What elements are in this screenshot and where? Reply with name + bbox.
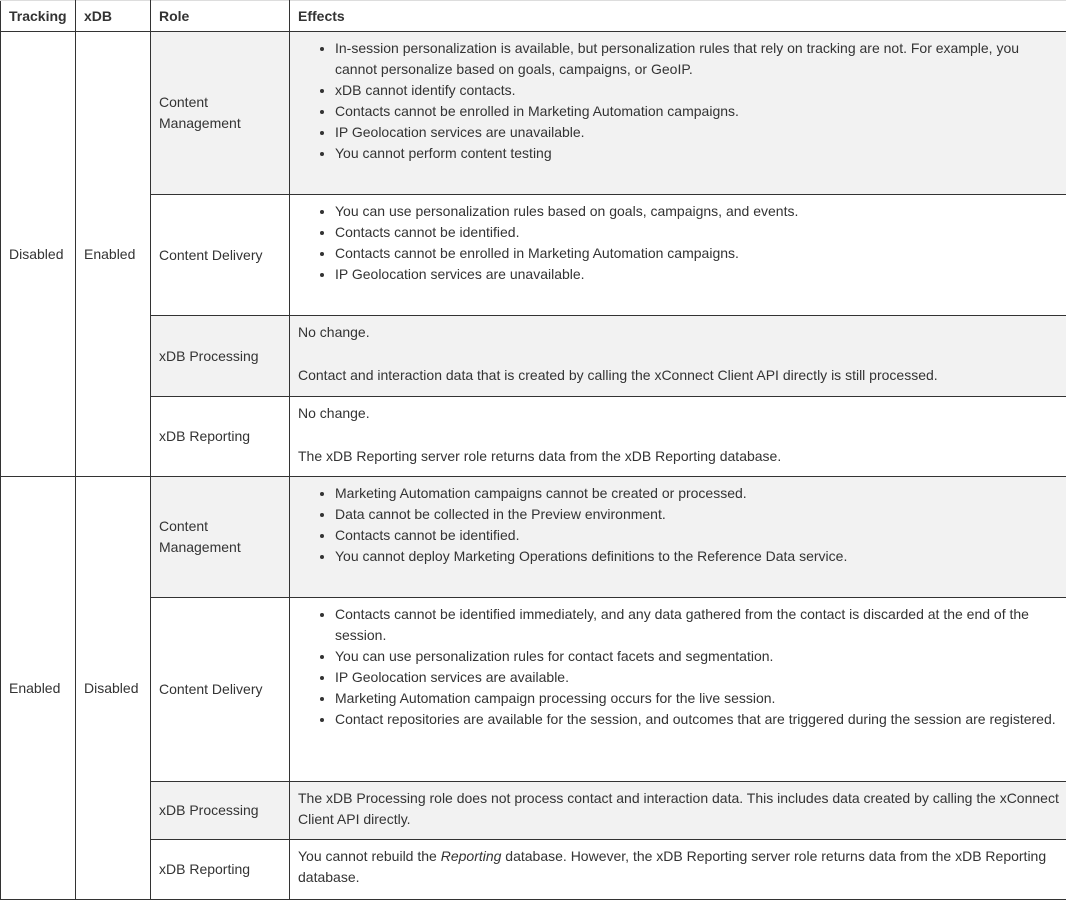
role-cell: Content Management xyxy=(151,32,290,195)
effects-cell xyxy=(290,32,1066,195)
effects-cell xyxy=(290,477,1066,598)
effects-cell xyxy=(290,598,1066,782)
role-cell: xDB Reporting xyxy=(151,840,290,900)
reporting-note-after: database. However, the xDB Reporting server role returns data from the xDB Reporting database. xyxy=(298,848,1046,885)
effect-item: • You cannot perform content testing xyxy=(335,143,1060,164)
header-xdb: xDB xyxy=(76,1,151,32)
effect-item: • IP Geolocation services are available. xyxy=(335,667,1060,688)
effect-paragraph: No change. xyxy=(298,322,1060,343)
table-row xyxy=(1,598,1066,782)
effects-list xyxy=(298,604,1060,730)
header-effects: Effects xyxy=(290,1,1066,32)
table-row xyxy=(1,397,1066,477)
effect-item: • Data cannot be collected in the Preview environment. xyxy=(335,504,1060,525)
tracking-status-cell: Enabled xyxy=(1,477,76,900)
role-cell: Content Management xyxy=(151,477,290,598)
effects-cell xyxy=(290,840,1066,900)
reporting-note-before: You cannot rebuild the xyxy=(298,848,441,864)
effect-item: • In-session personalization is available, but personalization rules that rely on tracking are not. For example, you cannot personalize based on goals, campaigns, or GeoIP. xyxy=(335,38,1060,80)
effect-item: • Contacts cannot be enrolled in Marketing Automation campaigns. xyxy=(335,243,1060,264)
effect-item: • IP Geolocation services are unavailable. xyxy=(335,122,1060,143)
table-row xyxy=(1,316,1066,397)
xdb-status-cell: Enabled xyxy=(76,32,151,477)
effect-paragraph: The xDB Processing role does not process contact and interaction data. This includes data created by calling the xConnect Client API directly. xyxy=(298,788,1060,830)
table-row xyxy=(1,32,1066,195)
role-cell: Content Delivery xyxy=(151,195,290,316)
effect-item: • Marketing Automation campaigns cannot be created or processed. xyxy=(335,483,1060,504)
reporting-database-name: Reporting xyxy=(441,848,502,864)
tracking-status-cell: Disabled xyxy=(1,32,76,477)
effects-list xyxy=(298,201,1060,285)
effect-item: • Contacts cannot be identified. xyxy=(335,222,1060,243)
effect-paragraph: No change. xyxy=(298,403,1060,424)
effect-item: • Contacts cannot be identified immediately, and any data gathered from the contact is discarded at the end of the session. xyxy=(335,604,1060,646)
header-role: Role xyxy=(151,1,290,32)
effect-paragraph: The xDB Reporting server role returns data from the xDB Reporting database. xyxy=(298,446,1060,467)
effects-list xyxy=(298,483,1060,567)
effect-item: • xDB cannot identify contacts. xyxy=(335,80,1060,101)
role-cell: xDB Reporting xyxy=(151,397,290,477)
effect-item: • You can use personalization rules based on goals, campaigns, and events. xyxy=(335,201,1060,222)
effect-item: • Contact repositories are available for the session, and outcomes that are triggered during the session are registered. xyxy=(335,709,1060,730)
effect-item: • Contacts cannot be enrolled in Marketing Automation campaigns. xyxy=(335,101,1060,122)
role-cell: Content Delivery xyxy=(151,598,290,782)
effect-paragraph: Contact and interaction data that is created by calling the xConnect Client API directly is still processed. xyxy=(298,365,1060,386)
effects-list xyxy=(298,38,1060,164)
table-row xyxy=(1,840,1066,900)
role-cell: xDB Processing xyxy=(151,316,290,397)
effects-cell xyxy=(290,782,1066,840)
role-cell: xDB Processing xyxy=(151,782,290,840)
effect-item: • You can use personalization rules for contact facets and segmentation. xyxy=(335,646,1060,667)
table-row xyxy=(1,195,1066,316)
effects-cell xyxy=(290,316,1066,397)
effect-item: • IP Geolocation services are unavailable. xyxy=(335,264,1060,285)
table-header-row xyxy=(1,1,1066,32)
effect-item: • Marketing Automation campaign processing occurs for the live session. xyxy=(335,688,1060,709)
effect-item: • You cannot deploy Marketing Operations definitions to the Reference Data service. xyxy=(335,546,1060,567)
effect-paragraph xyxy=(298,846,1060,888)
effects-cell xyxy=(290,195,1066,316)
effect-item: • Contacts cannot be identified. xyxy=(335,525,1060,546)
xdb-status-cell: Disabled xyxy=(76,477,151,900)
header-tracking: Tracking xyxy=(1,1,76,32)
table-row xyxy=(1,782,1066,840)
table-row xyxy=(1,477,1066,598)
effects-cell xyxy=(290,397,1066,477)
